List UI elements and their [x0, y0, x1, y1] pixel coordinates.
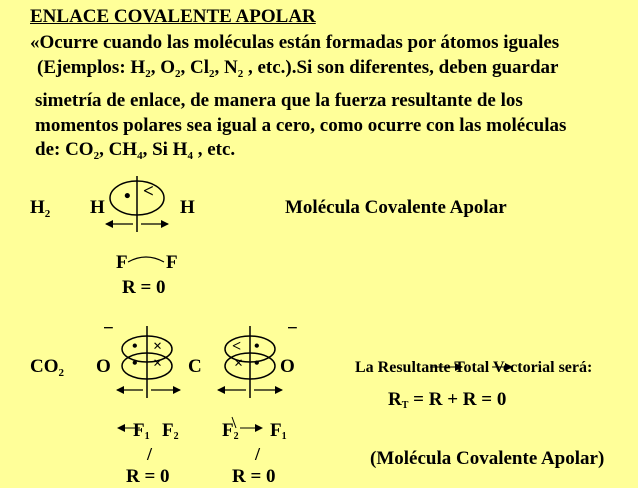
co2-force-f2-right: F2	[222, 420, 239, 442]
h2-electron-dot: •	[124, 186, 131, 207]
h2-force-left: F	[116, 252, 128, 273]
co2-slash-right: /	[255, 444, 261, 464]
co2-force-f1-right: F1	[270, 420, 287, 442]
h2-force-right: F	[166, 252, 178, 273]
co2-carbon: C	[188, 356, 202, 377]
co2-charge-left: −	[103, 318, 114, 339]
h2-result: R = 0	[122, 277, 166, 298]
co2-right-cross-2: ×	[234, 355, 244, 372]
co2-result-right: R = 0	[232, 466, 276, 487]
h2-atom-right: H	[180, 197, 195, 218]
co2-right-dot-1: •	[254, 338, 260, 355]
co2-left-cross-1: ×	[153, 338, 163, 355]
co2-force-f1-left: F1	[133, 420, 150, 442]
h2-electron-angle: <	[143, 181, 154, 202]
co2-oxygen-right: O	[280, 356, 295, 377]
intro-line-2: (Ejemplos: $H_2$, $O_2$, $Cl_2$, $N_2$ , etc.).Si son diferentes, deben guardar	[37, 57, 559, 80]
resultant-title: La Resultante Total Vectorial será:	[355, 359, 593, 376]
co2-oxygen-left: O	[96, 356, 111, 377]
co2-formula: $CO_2$	[30, 356, 64, 379]
co2-left-dot-1: •	[132, 338, 138, 355]
co2-force-f2-left: F2	[162, 420, 179, 442]
h2-atom-left: H	[90, 197, 105, 218]
h2-force-arc	[128, 257, 164, 262]
h2-label: Molécula Covalente Apolar	[285, 197, 507, 218]
co2-right-angle-1: <	[232, 338, 242, 355]
h2-formula: $H_2$	[30, 197, 51, 220]
co2-right-dot-2: •	[254, 355, 260, 372]
resultant-equation: RT = R + R = 0	[388, 389, 507, 411]
intro-line-5: de: $CO_2$, $CH_4$, Si $H_4$ , etc.	[35, 139, 236, 162]
co2-left-cross-2: ×	[153, 355, 163, 372]
intro-line-1: «Ocurre cuando las moléculas están formadas por átomos iguales	[30, 32, 560, 53]
page-title: ENLACE COVALENTE APOLAR	[30, 6, 316, 27]
co2-result-left: R = 0	[126, 466, 170, 487]
intro-line-3: simetría de enlace, de manera que la fuerza resultante de los	[35, 90, 523, 111]
co2-charge-right: −	[287, 318, 298, 339]
co2-left-dot-2: •	[132, 355, 138, 372]
intro-line-4: momentos polares sea igual a cero, como ocurre con las moléculas	[35, 115, 567, 136]
co2-slash-left: /	[147, 444, 153, 464]
resultant-label: (Molécula Covalente Apolar)	[370, 448, 605, 469]
